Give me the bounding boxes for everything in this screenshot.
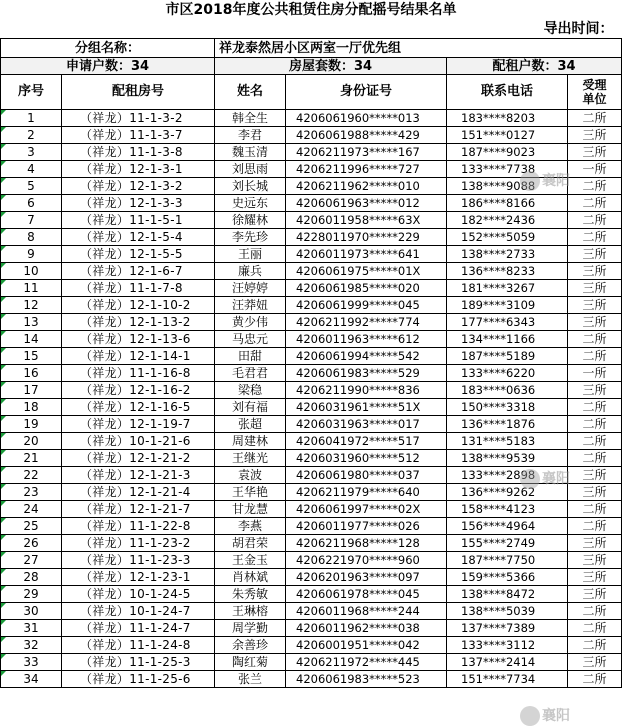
handling-unit: 二所	[568, 416, 622, 433]
room-number: （祥龙）12-1-23-1	[62, 569, 215, 586]
header-row	[1, 75, 622, 110]
phone-number: 182****2436	[447, 212, 568, 229]
title-row	[1, 0, 622, 20]
group-label: 分组名称：	[1, 39, 215, 58]
table-row	[1, 399, 622, 416]
room-number: （祥龙）11-1-7-8	[62, 280, 215, 297]
row-number: 29	[1, 586, 62, 603]
table-row	[1, 654, 622, 671]
handling-unit: 三所	[568, 144, 622, 161]
table-row	[1, 671, 622, 688]
table-row	[1, 246, 622, 263]
table-row	[1, 637, 622, 654]
col-header-unit-bottom: 单位	[582, 92, 607, 106]
table-row	[1, 263, 622, 280]
id-number: 4206061960*****013	[286, 110, 447, 127]
table-row	[1, 620, 622, 637]
col-header-unit	[568, 75, 622, 110]
phone-number: 183****8203	[447, 110, 568, 127]
phone-number: 177****6343	[447, 314, 568, 331]
row-number: 6	[1, 195, 62, 212]
handling-unit: 二所	[568, 433, 622, 450]
phone-number: 187****5189	[447, 348, 568, 365]
handling-unit: 二所	[568, 620, 622, 637]
tenant-name: 史远东	[215, 195, 286, 212]
handling-unit: 二所	[568, 603, 622, 620]
tenant-name: 袁波	[215, 467, 286, 484]
room-number: （祥龙）11-1-3-7	[62, 127, 215, 144]
table-row	[1, 484, 622, 501]
tenant-name: 张兰	[215, 671, 286, 688]
table-row	[1, 229, 622, 246]
table-row	[1, 552, 622, 569]
handling-unit: 二所	[568, 518, 622, 535]
handling-unit: 一所	[568, 365, 622, 382]
handling-unit: 三所	[568, 297, 622, 314]
id-number: 4206041972*****517	[286, 433, 447, 450]
row-number: 23	[1, 484, 62, 501]
row-number: 25	[1, 518, 62, 535]
handling-unit: 二所	[568, 110, 622, 127]
table-row	[1, 161, 622, 178]
room-number: （祥龙）12-1-21-2	[62, 450, 215, 467]
tenant-name: 王金玉	[215, 552, 286, 569]
tenant-name: 甘龙慧	[215, 501, 286, 518]
export-time-label: 导出时间：	[1, 20, 622, 39]
row-number: 8	[1, 229, 62, 246]
id-number: 4206061983*****523	[286, 671, 447, 688]
room-number: （祥龙）12-1-5-4	[62, 229, 215, 246]
room-number: （祥龙）10-1-24-7	[62, 603, 215, 620]
phone-number: 150****3318	[447, 399, 568, 416]
room-number: （祥龙）11-1-3-2	[62, 110, 215, 127]
row-number: 10	[1, 263, 62, 280]
room-number: （祥龙）11-1-24-7	[62, 620, 215, 637]
table-row	[1, 501, 622, 518]
handling-unit: 三所	[568, 586, 622, 603]
tenant-name: 王琳榕	[215, 603, 286, 620]
export-row	[1, 20, 622, 39]
counts-row	[1, 58, 622, 75]
handling-unit: 三所	[568, 569, 622, 586]
id-number: 4206011973*****641	[286, 246, 447, 263]
col-header-name: 姓名	[215, 75, 286, 110]
row-number: 30	[1, 603, 62, 620]
room-number: （祥龙）12-1-21-3	[62, 467, 215, 484]
room-number: （祥龙）11-1-25-6	[62, 671, 215, 688]
tenant-name: 刘有福	[215, 399, 286, 416]
id-number: 4206061980*****037	[286, 467, 447, 484]
phone-number: 186****8166	[447, 195, 568, 212]
col-header-room: 配租房号	[62, 75, 215, 110]
table-row	[1, 127, 622, 144]
tenant-name: 余善珍	[215, 637, 286, 654]
id-number: 4228011970*****229	[286, 229, 447, 246]
watermark-logo-icon	[520, 706, 540, 726]
id-number: 4206211996*****727	[286, 161, 447, 178]
phone-number: 183****0636	[447, 382, 568, 399]
room-number: （祥龙）11-1-16-8	[62, 365, 215, 382]
table-row	[1, 433, 622, 450]
id-number: 4206031961*****51X	[286, 399, 447, 416]
handling-unit: 二所	[568, 331, 622, 348]
table-row	[1, 348, 622, 365]
phone-number: 131****5183	[447, 433, 568, 450]
phone-number: 133****6220	[447, 365, 568, 382]
id-number: 4206011968*****244	[286, 603, 447, 620]
phone-number: 136****1876	[447, 416, 568, 433]
handling-unit: 三所	[568, 535, 622, 552]
table-row	[1, 110, 622, 127]
phone-number: 156****4964	[447, 518, 568, 535]
id-number: 4206221970*****960	[286, 552, 447, 569]
handling-unit: 三所	[568, 382, 622, 399]
row-number: 11	[1, 280, 62, 297]
id-number: 4206061985*****020	[286, 280, 447, 297]
watermark-text: 襄阳	[542, 471, 570, 487]
handling-unit: 三所	[568, 484, 622, 501]
handling-unit: 三所	[568, 127, 622, 144]
room-number: （祥龙）12-1-13-2	[62, 314, 215, 331]
id-number: 4206011962*****038	[286, 620, 447, 637]
phone-number: 137****2414	[447, 654, 568, 671]
table-row	[1, 450, 622, 467]
table-row	[1, 331, 622, 348]
phone-number: 187****7750	[447, 552, 568, 569]
handling-unit: 三所	[568, 314, 622, 331]
col-header-phone: 联系电话	[447, 75, 568, 110]
handling-unit: 二所	[568, 195, 622, 212]
id-number: 4206061999*****045	[286, 297, 447, 314]
room-number: （祥龙）11-1-5-1	[62, 212, 215, 229]
col-header-unit-top: 受理	[582, 78, 607, 92]
room-number: （祥龙）10-1-24-5	[62, 586, 215, 603]
tenant-name: 朱秀敏	[215, 586, 286, 603]
tenant-name: 王华艳	[215, 484, 286, 501]
handling-unit: 三所	[568, 552, 622, 569]
table-row	[1, 518, 622, 535]
table-row	[1, 195, 622, 212]
id-number: 4206211972*****445	[286, 654, 447, 671]
id-number: 4206061983*****529	[286, 365, 447, 382]
id-number: 4206211968*****128	[286, 535, 447, 552]
room-number: （祥龙）12-1-3-3	[62, 195, 215, 212]
table-row	[1, 280, 622, 297]
handling-unit: 二所	[568, 229, 622, 246]
tenant-name: 徐耀林	[215, 212, 286, 229]
id-number: 4206011977*****026	[286, 518, 447, 535]
tenant-name: 胡君荣	[215, 535, 286, 552]
row-number: 5	[1, 178, 62, 195]
table-row	[1, 144, 622, 161]
table-row	[1, 365, 622, 382]
row-number: 9	[1, 246, 62, 263]
col-header-id: 身份证号	[286, 75, 447, 110]
row-number: 2	[1, 127, 62, 144]
table-row	[1, 586, 622, 603]
row-number: 18	[1, 399, 62, 416]
handling-unit: 二所	[568, 501, 622, 518]
phone-number: 151****0127	[447, 127, 568, 144]
tenant-name: 陶红菊	[215, 654, 286, 671]
table-row	[1, 569, 622, 586]
id-number: 4206061975*****01X	[286, 263, 447, 280]
phone-number: 138****9088	[447, 178, 568, 195]
handling-unit: 二所	[568, 637, 622, 654]
row-number: 34	[1, 671, 62, 688]
id-number: 4206211973*****167	[286, 144, 447, 161]
id-number: 4206211979*****640	[286, 484, 447, 501]
phone-number: 137****7389	[447, 620, 568, 637]
room-number: （祥龙）11-1-23-3	[62, 552, 215, 569]
handling-unit: 二所	[568, 450, 622, 467]
tenant-name: 韩全生	[215, 110, 286, 127]
id-number: 4206211962*****010	[286, 178, 447, 195]
phone-number: 136****8233	[447, 263, 568, 280]
handling-unit: 二所	[568, 348, 622, 365]
row-number: 14	[1, 331, 62, 348]
tenant-name: 李燕	[215, 518, 286, 535]
group-row	[1, 39, 622, 58]
handling-unit: 三所	[568, 246, 622, 263]
room-number: （祥龙）12-1-5-5	[62, 246, 215, 263]
handling-unit: 三所	[568, 280, 622, 297]
applicant-count: 申请户数：34	[1, 58, 215, 75]
handling-unit: 二所	[568, 399, 622, 416]
row-number: 13	[1, 314, 62, 331]
row-number: 7	[1, 212, 62, 229]
phone-number: 187****9023	[447, 144, 568, 161]
id-number: 4206031960*****512	[286, 450, 447, 467]
row-number: 19	[1, 416, 62, 433]
house-count: 房屋套数：34	[215, 58, 447, 75]
tenant-name: 周建林	[215, 433, 286, 450]
room-number: （祥龙）10-1-21-6	[62, 433, 215, 450]
tenant-name: 马忠元	[215, 331, 286, 348]
handling-unit: 一所	[568, 161, 622, 178]
row-number: 4	[1, 161, 62, 178]
handling-unit: 三所	[568, 654, 622, 671]
table-row	[1, 314, 622, 331]
room-number: （祥龙）12-1-19-7	[62, 416, 215, 433]
tenant-name: 王丽	[215, 246, 286, 263]
phone-number: 151****7734	[447, 671, 568, 688]
room-number: （祥龙）12-1-3-1	[62, 161, 215, 178]
allocated-count: 配租户数：34	[447, 58, 622, 75]
row-number: 31	[1, 620, 62, 637]
col-header-no: 序号	[1, 75, 62, 110]
row-number: 1	[1, 110, 62, 127]
room-number: （祥龙）11-1-23-2	[62, 535, 215, 552]
handling-unit: 三所	[568, 467, 622, 484]
tenant-name: 张超	[215, 416, 286, 433]
row-number: 26	[1, 535, 62, 552]
id-number: 4206031963*****017	[286, 416, 447, 433]
handling-unit: 二所	[568, 212, 622, 229]
id-number: 4206061997*****02X	[286, 501, 447, 518]
table-row	[1, 297, 622, 314]
room-number: （祥龙）12-1-3-2	[62, 178, 215, 195]
tenant-name: 梁稳	[215, 382, 286, 399]
tenant-name: 廉兵	[215, 263, 286, 280]
table-row	[1, 382, 622, 399]
phone-number: 133****3112	[447, 637, 568, 654]
phone-number: 134****1166	[447, 331, 568, 348]
tenant-name: 肖林斌	[215, 569, 286, 586]
tenant-name: 李君	[215, 127, 286, 144]
row-number: 3	[1, 144, 62, 161]
handling-unit: 二所	[568, 178, 622, 195]
tenant-name: 田甜	[215, 348, 286, 365]
phone-number: 158****4123	[447, 501, 568, 518]
tenant-name: 刘长城	[215, 178, 286, 195]
tenant-name: 刘思雨	[215, 161, 286, 178]
table-row	[1, 535, 622, 552]
row-number: 27	[1, 552, 62, 569]
id-number: 4206211992*****774	[286, 314, 447, 331]
id-number: 4206211990*****836	[286, 382, 447, 399]
row-number: 16	[1, 365, 62, 382]
phone-number: 159****5366	[447, 569, 568, 586]
watermark-text: 襄阳	[542, 173, 570, 189]
phone-number: 138****5039	[447, 603, 568, 620]
tenant-name: 魏玉清	[215, 144, 286, 161]
table-row	[1, 603, 622, 620]
sheet-title: 市区2018年度公共租赁住房分配摇号结果名单	[165, 1, 457, 18]
room-number: （祥龙）12-1-21-4	[62, 484, 215, 501]
room-number: （祥龙）11-1-22-8	[62, 518, 215, 535]
room-number: （祥龙）12-1-21-7	[62, 501, 215, 518]
room-number: （祥龙）11-1-24-8	[62, 637, 215, 654]
room-number: （祥龙）12-1-14-1	[62, 348, 215, 365]
table-row	[1, 416, 622, 433]
watermark-bottom	[520, 705, 570, 726]
row-number: 32	[1, 637, 62, 654]
phone-number: 181****3267	[447, 280, 568, 297]
phone-number: 138****8472	[447, 586, 568, 603]
tenant-name: 周学勤	[215, 620, 286, 637]
handling-unit: 三所	[568, 263, 622, 280]
phone-number: 133****2898	[447, 467, 568, 484]
phone-number: 138****9539	[447, 450, 568, 467]
row-number: 17	[1, 382, 62, 399]
phone-number: 136****9262	[447, 484, 568, 501]
phone-number: 138****2733	[447, 246, 568, 263]
handling-unit: 二所	[568, 671, 622, 688]
room-number: （祥龙）12-1-10-2	[62, 297, 215, 314]
row-number: 20	[1, 433, 62, 450]
watermark-text: 襄阳	[542, 708, 570, 724]
tenant-name: 汪莽妞	[215, 297, 286, 314]
id-number: 4206001951*****042	[286, 637, 447, 654]
phone-number: 155****2749	[447, 535, 568, 552]
tenant-name: 汪婷婷	[215, 280, 286, 297]
id-number: 4206061994*****542	[286, 348, 447, 365]
row-number: 28	[1, 569, 62, 586]
row-number: 24	[1, 501, 62, 518]
row-number: 33	[1, 654, 62, 671]
tenant-name: 黄少伟	[215, 314, 286, 331]
tenant-name: 王继光	[215, 450, 286, 467]
room-number: （祥龙）11-1-25-3	[62, 654, 215, 671]
room-number: （祥龙）12-1-16-2	[62, 382, 215, 399]
table-row	[1, 467, 622, 484]
id-number: 4206011958*****63X	[286, 212, 447, 229]
row-number: 22	[1, 467, 62, 484]
phone-number: 189****3109	[447, 297, 568, 314]
phone-number: 152****5059	[447, 229, 568, 246]
row-number: 12	[1, 297, 62, 314]
id-number: 4206011963*****612	[286, 331, 447, 348]
row-number: 21	[1, 450, 62, 467]
phone-number: 133****7738	[447, 161, 568, 178]
table-row	[1, 212, 622, 229]
group-value: 祥龙泰然居小区两室一厅优先组	[215, 39, 622, 58]
id-number: 4206061978*****045	[286, 586, 447, 603]
id-number: 4206201963*****097	[286, 569, 447, 586]
room-number: （祥龙）11-1-3-8	[62, 144, 215, 161]
table-row	[1, 178, 622, 195]
id-number: 4206061963*****012	[286, 195, 447, 212]
id-number: 4206061988*****429	[286, 127, 447, 144]
room-number: （祥龙）12-1-16-5	[62, 399, 215, 416]
room-number: （祥龙）12-1-13-6	[62, 331, 215, 348]
room-number: （祥龙）12-1-6-7	[62, 263, 215, 280]
tenant-name: 李先珍	[215, 229, 286, 246]
tenant-name: 毛君君	[215, 365, 286, 382]
row-number: 15	[1, 348, 62, 365]
